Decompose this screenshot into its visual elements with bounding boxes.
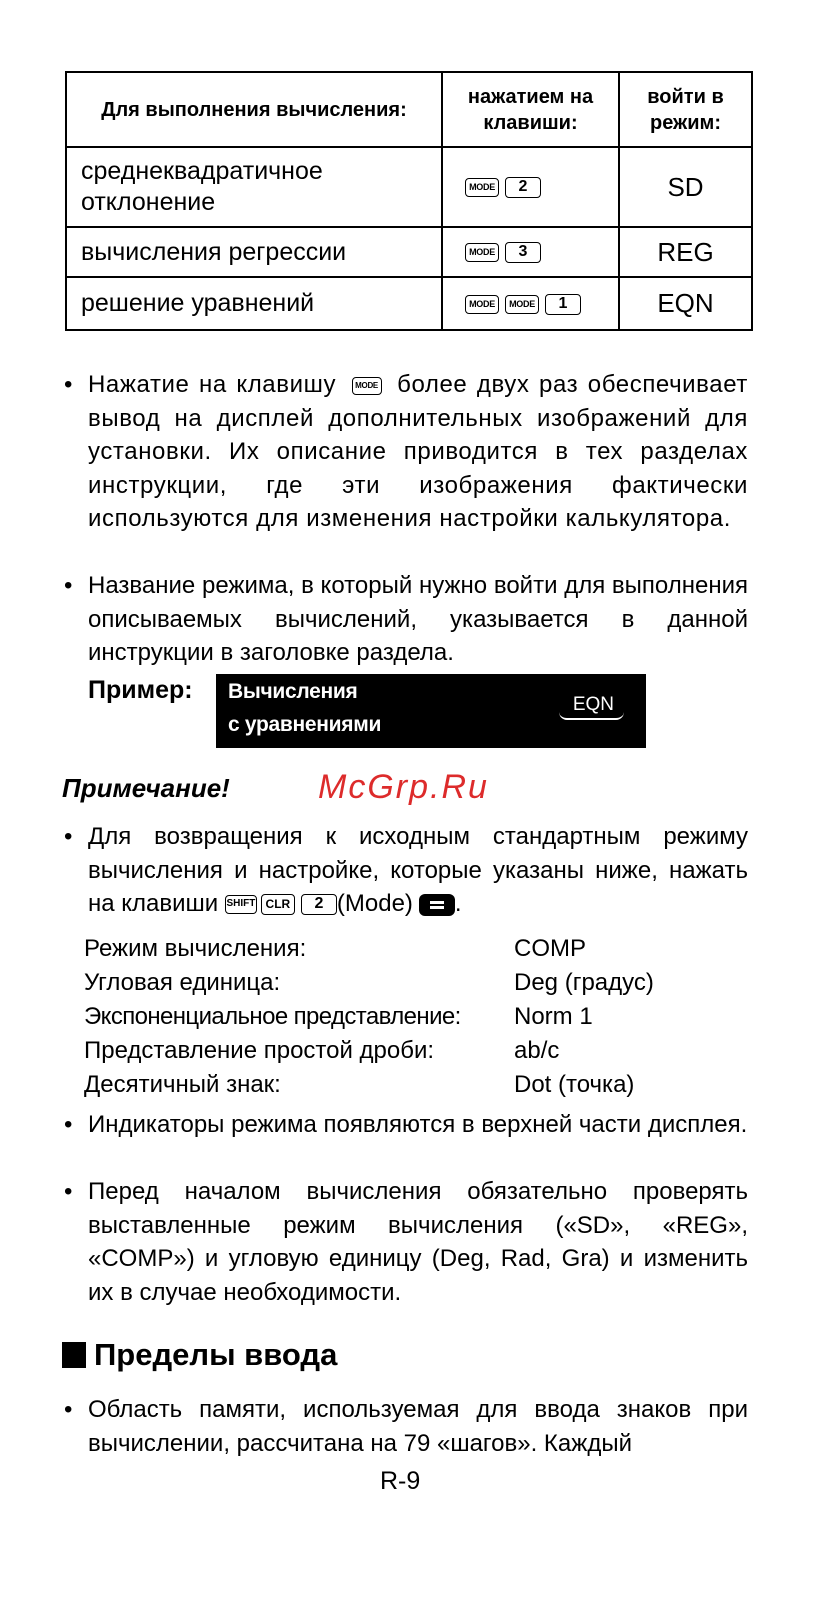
page-number: R-9 — [380, 1467, 421, 1495]
bullet-text: Область памяти, используемая для ввода знаков при вычислении, рассчитана на 79 «шагов». Каждый — [88, 1396, 748, 1457]
setting-label: Угловая единица: — [84, 969, 281, 996]
bullet-check-mode — [64, 1175, 750, 1310]
digit-key-icon: 2 — [301, 894, 337, 915]
mode-table — [65, 71, 753, 331]
shift-key-icon: SHIFT — [225, 895, 257, 914]
section-title: Пределы ввода — [94, 1337, 338, 1372]
mode-key-icon: MODE — [465, 295, 499, 314]
table-header: войти в режим: — [619, 72, 752, 147]
table-row — [66, 277, 752, 330]
bullet-text-post: более двух раз обеспечивает вывод на дисплей дополнительных изображений для установки. Их описание приводится в тех разделах инструкции, где эти изображения фактически используются для изменения настройки калькулятора. — [88, 371, 748, 532]
mode-key-icon: MODE — [465, 243, 499, 262]
setting-value: COMP — [514, 935, 586, 962]
bullet-text: Для возвращения к исходным стандартным режиму вычисления и настройке, которые указаны ниже, нажать на клавиши SHIFT CLR 2 (Mode) . — [88, 823, 748, 917]
table-row — [66, 227, 752, 277]
mode-key-icon: MODE — [505, 295, 539, 314]
setting-label: Режим вычисления: — [84, 935, 307, 962]
equals-key-icon — [419, 894, 455, 916]
setting-label: Десятичный знак: — [84, 1071, 281, 1098]
digit-key-icon: 2 — [505, 177, 541, 198]
table-cell-mode: SD — [619, 147, 752, 227]
mode-key-icon: MODE — [465, 178, 499, 197]
bullet-reset — [64, 820, 750, 925]
bullet-dot: • — [64, 1396, 73, 1423]
digit-key-icon: 3 — [505, 242, 541, 263]
bullet-mode-press — [64, 368, 750, 568]
setting-value: Norm 1 — [514, 1003, 593, 1030]
mode-key-icon: MODE — [352, 377, 382, 395]
setting-row — [84, 966, 704, 1000]
bullet-dot: • — [64, 1178, 73, 1205]
square-bullet-icon — [62, 1342, 86, 1368]
setting-label: Экспоненциальное представление: — [84, 1003, 461, 1030]
example-mode-indicator: EQN — [559, 694, 624, 720]
watermark: McGrp.Ru — [318, 768, 489, 806]
mode-word: (Mode) — [336, 890, 413, 917]
bullet-indicators — [64, 1108, 750, 1176]
bullet-text — [88, 368, 748, 536]
table-cell-desc: среднеквадратичное отклонение — [66, 147, 442, 227]
table-cell-desc: вычисления регрессии — [66, 227, 442, 277]
section-heading — [62, 1337, 337, 1373]
bullet-input-limit — [64, 1393, 750, 1463]
default-settings-list — [84, 932, 704, 1102]
setting-row — [84, 1068, 704, 1102]
setting-label: Представление простой дроби: — [84, 1037, 435, 1064]
bullet-dot: • — [64, 371, 73, 398]
setting-value: Dot (точка) — [514, 1071, 635, 1098]
table-cell-keys — [442, 147, 619, 227]
table-header: Для выполнения вычисления: — [66, 72, 442, 147]
setting-row — [84, 932, 704, 966]
table-cell-mode: REG — [619, 227, 752, 277]
table-header-row — [66, 72, 752, 147]
bullet-text-pre: Нажатие на клавишу — [88, 371, 337, 398]
bullet-text: Индикаторы режима появляются в верхней части дисплея. — [88, 1111, 748, 1138]
table-header: нажатием на клавиши: — [442, 72, 619, 147]
bullet-dot: • — [64, 572, 73, 599]
bullet-text: Перед началом вычисления обязательно проверять выставленные режим вычисления («SD», «REG», «COMP») и угловую единицу (Deg, Rad, Gra) и изменить их в случае необходимости. — [88, 1178, 748, 1306]
table-cell-desc: решение уравнений — [66, 277, 442, 330]
example-label: Пример: — [88, 676, 193, 704]
setting-row — [84, 1034, 704, 1068]
clr-key-icon: CLR — [261, 894, 295, 915]
setting-row — [84, 1000, 704, 1034]
setting-value: Deg (градус) — [514, 969, 654, 996]
table-row — [66, 147, 752, 227]
bullet-text-pre: Для возвращения к исходным стандартным режиму вычисления и настройке, которые указаны ниже, нажать на клавиши — [88, 823, 748, 917]
bullet-dot: • — [64, 1111, 73, 1138]
example-line-2: с уравнениями — [228, 713, 382, 736]
table-cell-keys — [442, 227, 619, 277]
table-cell-mode: EQN — [619, 277, 752, 330]
table-cell-keys — [442, 277, 619, 330]
bullet-text: Название режима, в который нужно войти для выполнения описываемых вычислений, указывается в данной инструкции в заголовке раздела. — [88, 572, 748, 666]
digit-key-icon: 1 — [545, 294, 581, 315]
bullet-dot: • — [64, 823, 73, 850]
example-banner — [216, 674, 646, 748]
bullet-mode-name — [64, 569, 750, 669]
example-line-1: Вычисления — [228, 680, 358, 703]
setting-value: ab/c — [514, 1037, 560, 1064]
note-title: Примечание! — [62, 773, 230, 803]
